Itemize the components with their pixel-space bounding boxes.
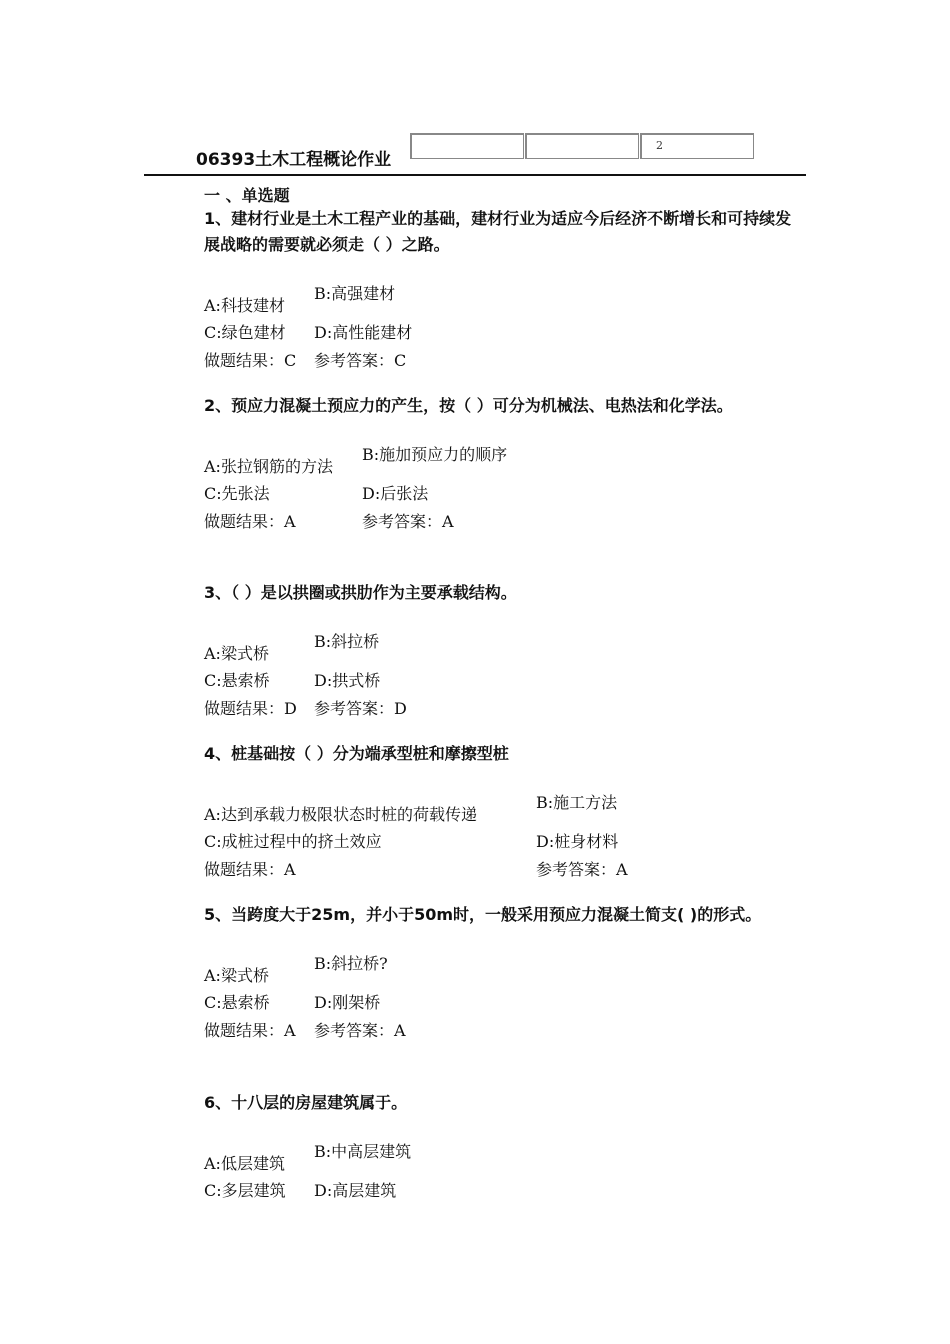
question-text: 1、建材行业是土木工程产业的基础，建材行业为适应今后经济不断增长和可持续发展战略的需要就必须走（ ）之路。 bbox=[204, 209, 792, 254]
question-text: 3、（ ）是以拱圈或拱肋作为主要承载结构。 bbox=[204, 583, 517, 602]
header-field-3: 2 bbox=[640, 133, 754, 159]
option-b: B:施加预应力的顺序 bbox=[362, 445, 508, 464]
question-text: 4、桩基础按（ ）分为端承型桩和摩擦型桩 bbox=[204, 744, 509, 763]
options bbox=[204, 940, 804, 1040]
options bbox=[204, 618, 804, 718]
option-d: D:高性能建材 bbox=[314, 323, 413, 342]
option-a: A:张拉钢筋的方法 bbox=[204, 457, 333, 476]
answer-text: 参考答案：A bbox=[536, 860, 628, 879]
option-d: D:刚架桥 bbox=[314, 993, 381, 1012]
question-text: 6、十八层的房屋建筑属于。 bbox=[204, 1093, 408, 1112]
option-c: C:悬索桥 bbox=[204, 993, 270, 1012]
option-a: A:梁式桥 bbox=[204, 644, 269, 663]
option-c: C:绿色建材 bbox=[204, 323, 286, 342]
option-b: B:施工方法 bbox=[536, 793, 618, 812]
question-2 bbox=[204, 393, 804, 531]
option-b: B:中高层建筑 bbox=[314, 1142, 412, 1161]
question-1 bbox=[204, 206, 804, 370]
question-5 bbox=[204, 902, 804, 1040]
options bbox=[204, 1128, 804, 1198]
document-title: 06393土木工程概论作业 bbox=[196, 150, 392, 170]
header-divider bbox=[144, 174, 806, 176]
result-text: 做题结果：D bbox=[204, 699, 297, 718]
option-d: D:后张法 bbox=[362, 484, 429, 503]
result-text: 做题结果：A bbox=[204, 860, 296, 879]
options bbox=[204, 431, 804, 531]
option-b: B:高强建材 bbox=[314, 284, 396, 303]
answer-text: 参考答案：D bbox=[314, 699, 407, 718]
answer-text: 参考答案：A bbox=[362, 512, 454, 531]
question-6 bbox=[204, 1090, 804, 1198]
question-text: 2、预应力混凝土预应力的产生，按（ ）可分为机械法、电热法和化学法。 bbox=[204, 396, 733, 415]
option-d: D:桩身材料 bbox=[536, 832, 619, 851]
options bbox=[204, 779, 804, 879]
header-field-1 bbox=[410, 133, 524, 159]
result-text: 做题结果：A bbox=[204, 1021, 296, 1040]
option-d: D:拱式桥 bbox=[314, 671, 381, 690]
option-d: D:高层建筑 bbox=[314, 1181, 397, 1200]
option-b: B:斜拉桥? bbox=[314, 954, 388, 973]
option-c: C:成桩过程中的挤土效应 bbox=[204, 832, 382, 851]
question-text: 5、当跨度大于25m，并小于50m时，一般采用预应力混凝土简支( )的形式。 bbox=[204, 905, 762, 924]
answer-text: 参考答案：A bbox=[314, 1021, 406, 1040]
option-a: A:梁式桥 bbox=[204, 966, 269, 985]
question-3 bbox=[204, 580, 804, 718]
answer-text: 参考答案：C bbox=[314, 351, 407, 370]
option-a: A:科技建材 bbox=[204, 296, 285, 315]
option-b: B:斜拉桥 bbox=[314, 632, 380, 651]
question-4 bbox=[204, 741, 804, 879]
option-c: C:先张法 bbox=[204, 484, 270, 503]
option-a: A:低层建筑 bbox=[204, 1154, 285, 1173]
options bbox=[204, 270, 804, 370]
option-a: A:达到承载力极限状态时桩的荷载传递 bbox=[204, 805, 477, 824]
option-c: C:多层建筑 bbox=[204, 1181, 286, 1200]
option-c: C:悬索桥 bbox=[204, 671, 270, 690]
header-field-2 bbox=[525, 133, 639, 159]
section-title: 一 、单选题 bbox=[204, 186, 290, 205]
result-text: 做题结果：A bbox=[204, 512, 296, 531]
result-text: 做题结果：C bbox=[204, 351, 297, 370]
